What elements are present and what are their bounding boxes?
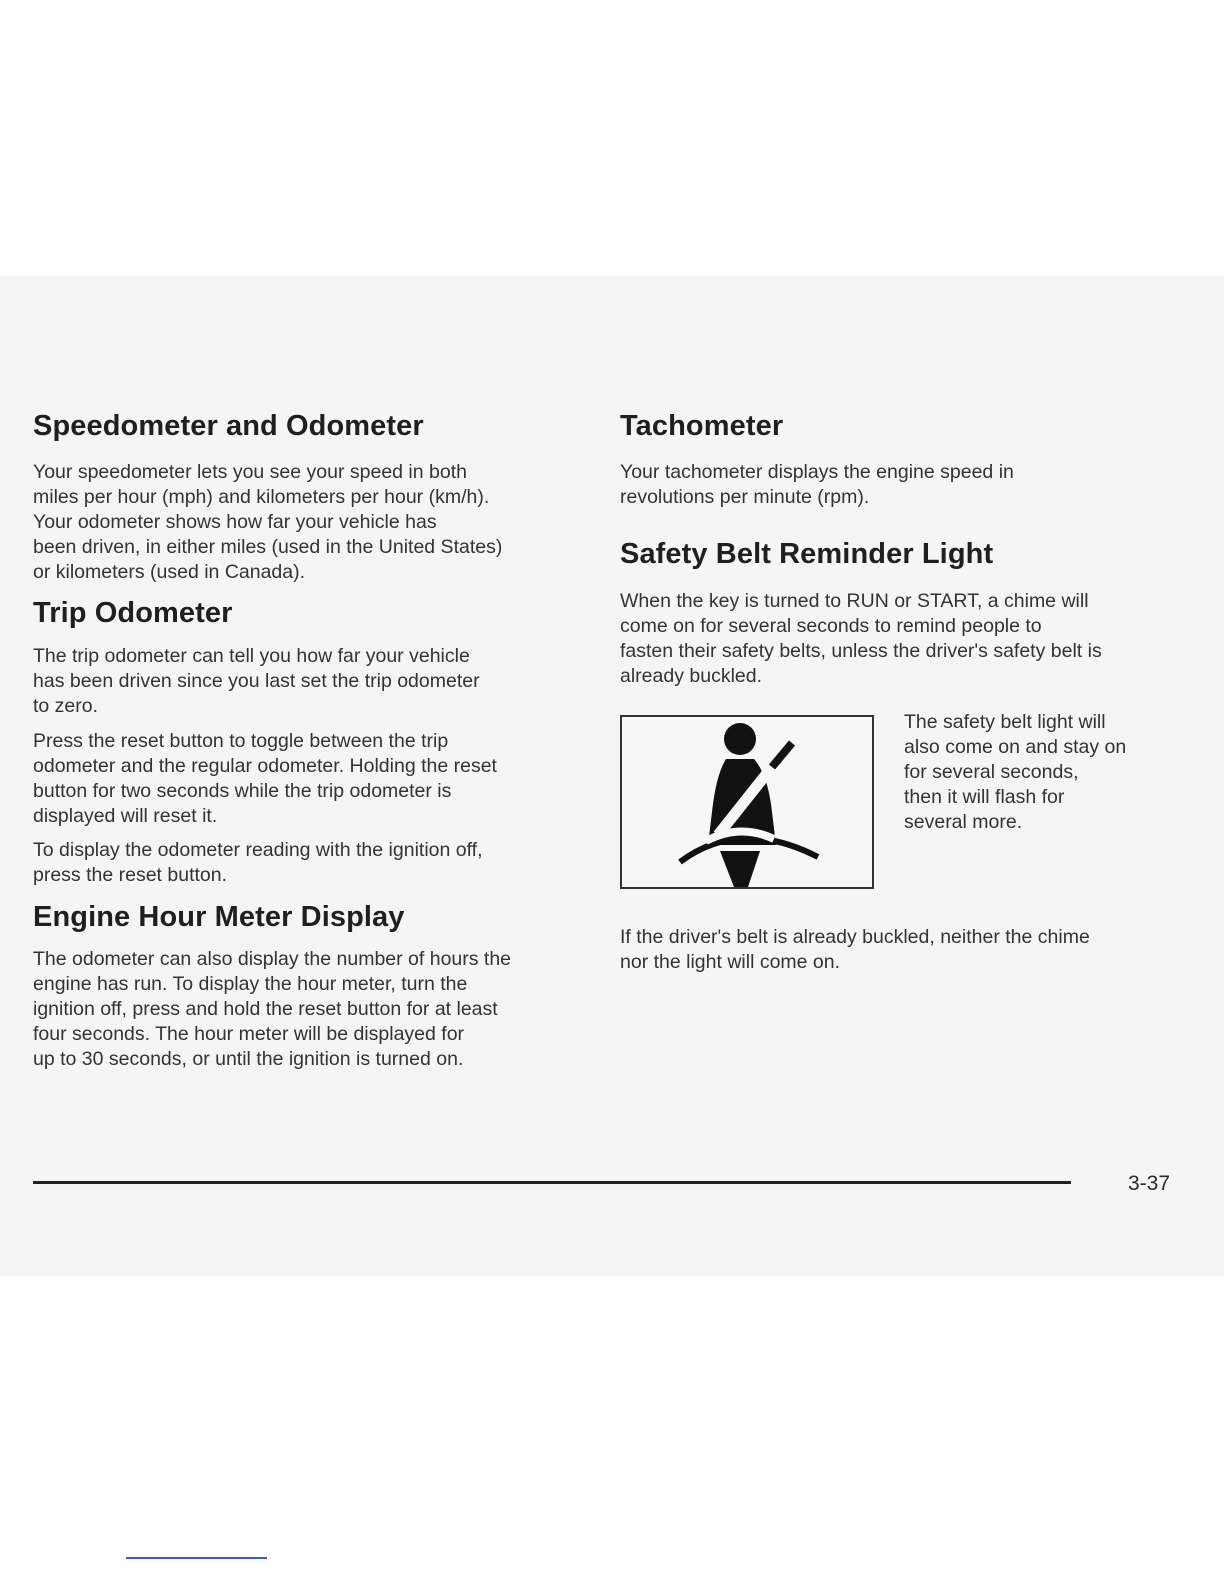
text-line: also come on and stay on	[904, 736, 1127, 758]
text-line: been driven, in either miles (used in the United States)	[33, 536, 503, 558]
text-line: odometer and the regular odometer. Holding the reset	[33, 755, 497, 777]
tachometer-heading: Tachometer	[620, 410, 784, 442]
text-line: revolutions per minute (rpm).	[620, 486, 870, 508]
text-line: several more.	[904, 811, 1023, 833]
text-line: miles per hour (mph) and kilometers per hour (km/h).	[33, 486, 490, 508]
trip-paragraph-3	[33, 838, 578, 888]
text-line: Press the reset button to toggle between the trip	[33, 730, 449, 752]
text-line: The odometer can also display the number of hours the	[33, 948, 512, 970]
safety-belt-paragraph	[620, 589, 1180, 689]
trip-odometer-heading: Trip Odometer	[33, 597, 233, 629]
safety-belt-side-text	[904, 710, 1180, 835]
text-line: to zero.	[33, 695, 99, 717]
trip-paragraph-1	[33, 644, 578, 719]
text-line: press the reset button.	[33, 864, 228, 886]
text-line: The trip odometer can tell you how far your vehicle	[33, 645, 470, 667]
speedometer-heading: Speedometer and Odometer	[33, 410, 424, 442]
footer-rule	[33, 1181, 1071, 1184]
text-line: for several seconds,	[904, 761, 1079, 783]
tachometer-paragraph	[620, 460, 1180, 510]
text-line: The safety belt light will	[904, 711, 1106, 733]
text-line: displayed will reset it.	[33, 805, 218, 827]
safety-belt-heading: Safety Belt Reminder Light	[620, 538, 994, 570]
safety-belt-after-paragraph	[620, 925, 1180, 975]
text-line: button for two seconds while the trip odometer is	[33, 780, 452, 802]
text-line: If the driver's belt is already buckled, neither the chime	[620, 926, 1090, 948]
page-number: 3-37	[1128, 1172, 1171, 1195]
text-line: Your speedometer lets you see your speed in both	[33, 461, 467, 483]
text-line: up to 30 seconds, or until the ignition is turned on.	[33, 1048, 464, 1070]
text-line: or kilometers (used in Canada).	[33, 561, 306, 583]
text-line: then it will flash for	[904, 786, 1065, 808]
text-line: When the key is turned to RUN or START, a chime will	[620, 590, 1089, 612]
text-line: engine has run. To display the hour meter, turn the	[33, 973, 468, 995]
text-line: already buckled.	[620, 665, 763, 687]
underline-link[interactable]	[126, 1557, 267, 1559]
text-line: Your tachometer displays the engine speed in	[620, 461, 1014, 483]
text-line: come on for several seconds to remind people to	[620, 615, 1042, 637]
text-line: ignition off, press and hold the reset button for at least	[33, 998, 498, 1020]
speedometer-paragraph	[33, 460, 578, 585]
text-line: fasten their safety belts, unless the driver's safety belt is	[620, 640, 1102, 662]
text-line: nor the light will come on.	[620, 951, 841, 973]
manual-page	[0, 276, 1224, 1276]
seatbelt-figure	[620, 715, 874, 889]
engine-hour-paragraph	[33, 947, 578, 1072]
trip-paragraph-2	[33, 729, 578, 829]
seatbelt-person-icon	[622, 717, 872, 887]
text-line: To display the odometer reading with the ignition off,	[33, 839, 483, 861]
text-line: four seconds. The hour meter will be displayed for	[33, 1023, 465, 1045]
text-line: has been driven since you last set the trip odometer	[33, 670, 480, 692]
engine-hour-heading: Engine Hour Meter Display	[33, 901, 405, 933]
text-line: Your odometer shows how far your vehicle has	[33, 511, 437, 533]
